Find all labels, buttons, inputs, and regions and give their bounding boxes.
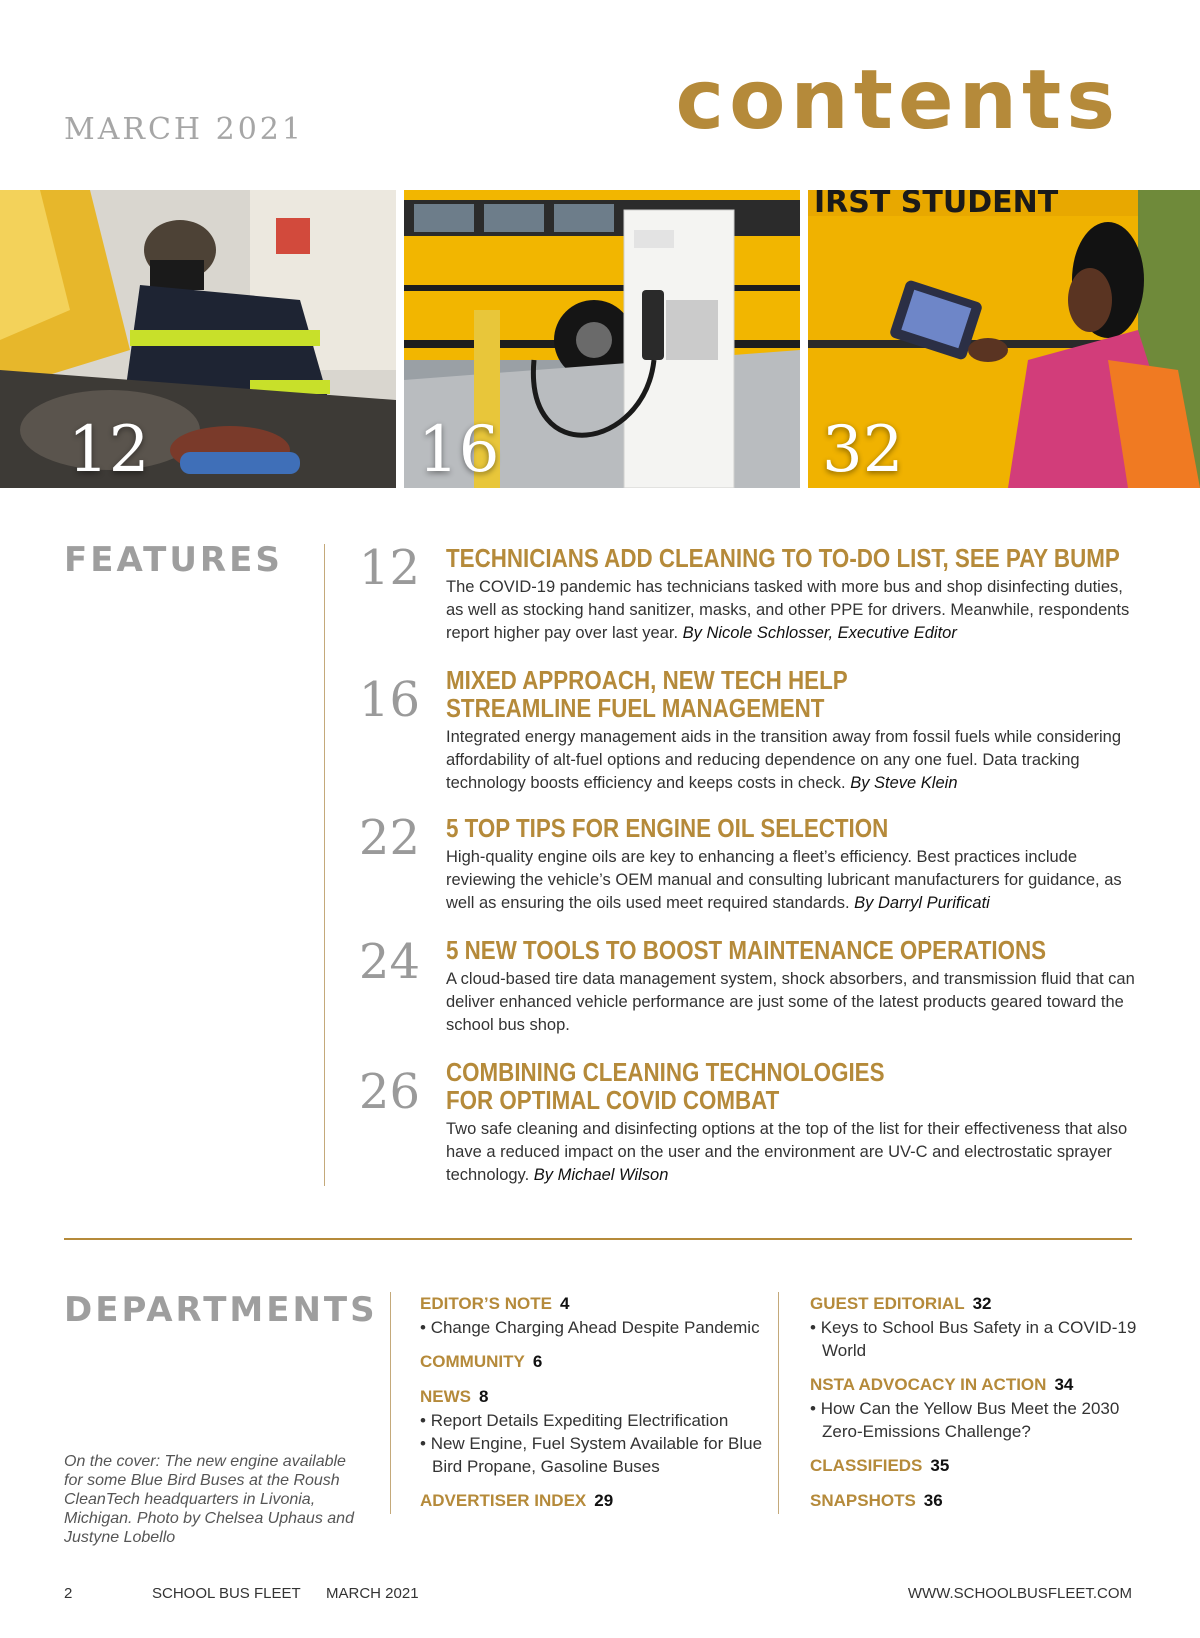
department-page: 36 (923, 1491, 943, 1510)
photo-page-number: 16 (418, 413, 500, 487)
department-item[interactable] (420, 1292, 780, 1339)
department-name[interactable]: EDITOR’S NOTE (420, 1294, 552, 1313)
feature-title[interactable]: 5 NEW TOOLS TO BOOST MAINTENANCE OPERATIONS (446, 935, 1047, 965)
feature-description-text: High-quality engine oils are key to enhancing a fleet’s efficiency. Best practices include reviewing the vehicle’s OEM manual and consulting lubricant manufacturers for guidance, as well as ensuring the oils used meet required standards. (446, 848, 1122, 912)
feature-page-number: 12 (358, 540, 420, 596)
feature-title[interactable]: 5 TOP TIPS FOR ENGINE OIL SELECTION (446, 813, 889, 843)
department-article[interactable]: • Report Details Expediting Electrification (420, 1409, 780, 1432)
department-item[interactable] (420, 1385, 780, 1478)
footer-date: MARCH 2021 (326, 1585, 419, 1602)
department-page: 6 (532, 1352, 543, 1371)
department-item[interactable] (420, 1350, 780, 1374)
departments-column-1 (420, 1292, 780, 1524)
issue-date: MARCH 2021 (64, 112, 304, 147)
feature-title-line: COMBINING CLEANING TECHNOLOGIES (446, 1057, 885, 1087)
feature-page-number: 26 (358, 1064, 420, 1120)
feature-title[interactable] (446, 666, 1134, 722)
features-divider (324, 544, 325, 1186)
feature-description-text: The COVID-19 pandemic has technicians tasked with more bus and shop disinfecting duties, as well as stocking hand sanitizer, masks, and other PPE for drivers. Meanwhile, respondents report higher pay over last year. (446, 578, 1130, 642)
department-page: 8 (479, 1387, 489, 1406)
feature-byline: By Steve Klein (850, 774, 958, 792)
footer-publication: SCHOOL BUS FLEET (152, 1585, 301, 1602)
department-name[interactable]: CLASSIFIEDS (810, 1456, 923, 1475)
feature-description (446, 576, 1136, 645)
department-item[interactable] (810, 1292, 1150, 1362)
section-divider (64, 1238, 1132, 1240)
feature-byline: By Darryl Purificati (854, 894, 990, 912)
department-item[interactable] (810, 1373, 1150, 1443)
photo-propane-station[interactable] (404, 190, 800, 488)
department-article[interactable]: • New Engine, Fuel System Available for Blue Bird Propane, Gasoline Buses (420, 1432, 780, 1478)
department-page: 35 (930, 1456, 950, 1475)
page-title: contents (675, 53, 1120, 148)
departments-column-2 (810, 1292, 1150, 1524)
department-name[interactable]: GUEST EDITORIAL (810, 1294, 965, 1313)
feature-title[interactable]: TECHNICIANS ADD CLEANING TO TO-DO LIST, SEE PAY BUMP (446, 543, 1120, 573)
department-name[interactable]: NSTA ADVOCACY IN ACTION (810, 1375, 1047, 1394)
feature-title-line: FOR OPTIMAL COVID COMBAT (446, 1085, 780, 1115)
department-page: 32 (972, 1294, 992, 1313)
feature-page-number: 16 (358, 672, 420, 728)
department-name[interactable]: ADVERTISER INDEX (420, 1491, 587, 1510)
features-heading: FEATURES (64, 540, 283, 580)
feature-description-text: A cloud-based tire data management system, shock absorbers, and transmission fluid that can deliver enhanced vehicle performance are just some of the latest products geared toward the school bus shop. (446, 970, 1135, 1034)
feature-title-line: MIXED APPROACH, NEW TECH HELP (446, 665, 848, 695)
feature-description (446, 726, 1136, 795)
department-article[interactable]: • Change Charging Ahead Despite Pandemic (420, 1316, 780, 1339)
feature-description-text: Two safe cleaning and disinfecting options at the top of the list for their effectiveness that also have a reduced impact on the user and the environment are UV-C and electrostatic sprayer technology. (446, 1120, 1128, 1184)
feature-description (446, 846, 1136, 915)
feature-page-number: 24 (358, 934, 420, 990)
department-article[interactable]: • How Can the Yellow Bus Meet the 2030 Zero-Emissions Challenge? (810, 1397, 1150, 1443)
feature-title[interactable] (446, 1058, 1134, 1114)
department-page: 4 (559, 1294, 570, 1313)
photo-tablet-inspection[interactable] (808, 190, 1200, 488)
department-name[interactable]: COMMUNITY (420, 1352, 525, 1371)
feature-description (446, 968, 1136, 1037)
cover-caption: On the cover: The new engine available for some Blue Bird Buses at the Roush CleanTech headquarters in Livonia, Michigan. Photo by Chelsea Uphaus and Justyne Lobello (64, 1453, 354, 1546)
feature-byline: By Michael Wilson (533, 1166, 669, 1184)
feature-title-line: STREAMLINE FUEL MANAGEMENT (446, 693, 825, 723)
photo-page-number: 32 (822, 413, 904, 487)
photo-page-number: 12 (68, 413, 150, 487)
feature-page-number: 22 (358, 810, 420, 866)
department-page: 34 (1054, 1375, 1074, 1394)
department-item[interactable] (420, 1489, 780, 1513)
column-divider (390, 1292, 391, 1514)
footer-url[interactable]: WWW.SCHOOLBUSFLEET.COM (907, 1585, 1132, 1602)
feature-description (446, 1118, 1136, 1187)
department-article[interactable]: • Keys to School Bus Safety in a COVID-19 World (810, 1316, 1150, 1362)
feature-description-text: Integrated energy management aids in the transition away from fossil fuels while considering affordability of alt-fuel options and reducing dependence on any one fuel. Data tracking technology boosts efficiency and keeps costs in check. (446, 728, 1122, 792)
footer-page-number: 2 (64, 1585, 73, 1602)
department-name[interactable]: SNAPSHOTS (810, 1491, 916, 1510)
department-item[interactable] (810, 1489, 1150, 1513)
bus-lettering: IRST STUDENT (814, 190, 1059, 220)
department-name[interactable]: NEWS (420, 1387, 471, 1406)
photo-technician[interactable] (0, 190, 396, 488)
departments-heading: DEPARTMENTS (64, 1290, 378, 1330)
feature-byline: By Nicole Schlosser, Executive Editor (682, 624, 957, 642)
department-page: 29 (594, 1491, 614, 1510)
department-item[interactable] (810, 1454, 1150, 1478)
